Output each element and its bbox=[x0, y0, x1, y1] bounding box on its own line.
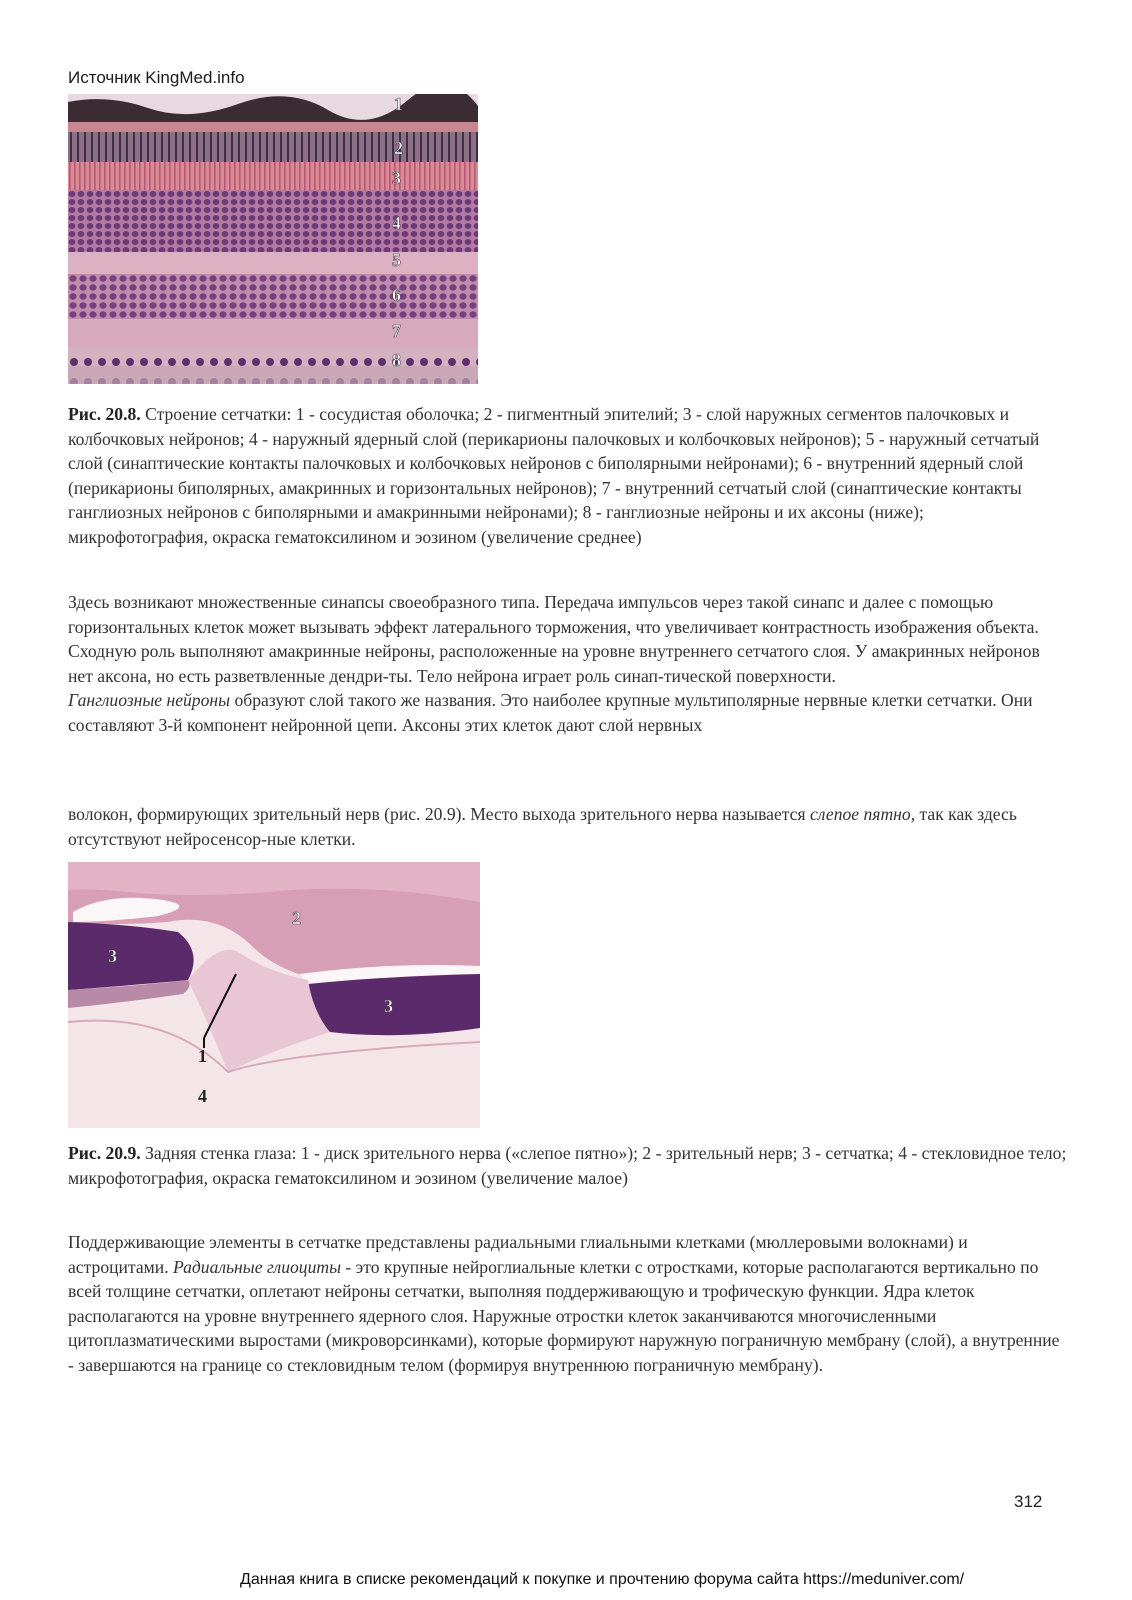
figure2-caption-text: Задняя стенка глаза: 1 - диск зрительного нерва («слепое пятно»); 2 - зрительный нерв; 3 - сетчатка; 4 - стекловидное тело; микрофотография, окраска гематоксилином и эозином (увеличение малое) bbox=[68, 1143, 1067, 1188]
fig2-label-nerve: 2 bbox=[292, 908, 301, 928]
paragraph-2-text: волокон, формирующих зрительный нерв (рис. 20.9). Место выхода зрительного нерва называется bbox=[68, 804, 810, 824]
eye-wall-micrograph bbox=[68, 862, 480, 1128]
paragraph-2 bbox=[68, 802, 1068, 851]
fig2-label-disc: 1 bbox=[198, 1046, 207, 1066]
fig2-label-vitreous: 4 bbox=[198, 1086, 207, 1106]
figure1-caption bbox=[68, 402, 1068, 550]
paragraph-3-text-b: - это крупные нейроглиальные клетки с отростками, которые располагаются вертикально по всей толщине сетчатки, оплетают нейроны сетчатки, выполняя поддерживающую и трофическую функции. Ядра клеток располагаются на уровне внутреннего ядерного слоя. Наружные отростки клеток заканчиваются многочисленными цитоплазматическими выростами (микроворсинками), которые формируют наружную пограничную мембрану (слой), а внутренние - завершаются на границе со стекловидным телом (формируя внутреннюю пограничную мембрану). bbox=[68, 1256, 1060, 1375]
fig1-label-8: 8 bbox=[392, 350, 401, 370]
figure1-caption-number: Рис. 20.8. bbox=[68, 404, 141, 424]
paragraph-1-text: Здесь возникают множественные синапсы своеобразного типа. Передача импульсов через такой синапс и далее с помощью горизонтальных клеток может вызывать эффект латерального торможения, что увеличивает контрастность изображения объекта. Сходную роль выполняют амакринные нейроны, расположенные на уровне внутреннего сетчатого слоя. У амакринных нейронов нет аксона, но есть разветвленные дендри-ты. Тело нейрона играет роль синап-тической поверхности. bbox=[68, 592, 1040, 686]
fig1-label-2: 2 bbox=[394, 138, 403, 158]
fig1-label-1: 1 bbox=[394, 94, 403, 114]
figure2-caption-number: Рис. 20.9. bbox=[68, 1143, 141, 1163]
paragraph-3 bbox=[68, 1230, 1068, 1378]
source-header: Источник KingMed.info bbox=[68, 68, 245, 87]
fig1-label-4: 4 bbox=[392, 213, 401, 233]
paragraph-1-term: Ганглиозные нейроны bbox=[68, 690, 231, 711]
paragraph-3-text: Поддерживающие элементы в сетчатке представлены радиальными глиальными клетками (мюллеровыми волокнами) и астроцитами. bbox=[68, 1232, 968, 1277]
page-number: 312 bbox=[1014, 1492, 1043, 1511]
paragraph-1 bbox=[68, 590, 1068, 738]
fig1-label-7: 7 bbox=[392, 321, 401, 341]
paragraph-2-text-b: так как здесь отсутствуют нейросенсор-ные клетки. bbox=[68, 804, 1017, 849]
fig1-label-6: 6 bbox=[392, 285, 401, 305]
fig2-label-retina-right: 3 bbox=[384, 996, 393, 1016]
figure2-caption bbox=[68, 1141, 1068, 1190]
retina-micrograph bbox=[68, 94, 478, 384]
paragraph-3-term: Радиальные глиоциты bbox=[173, 1256, 342, 1277]
fig2-label-retina-left: 3 bbox=[108, 946, 117, 966]
fig1-label-3: 3 bbox=[392, 168, 401, 188]
paragraph-2-term: слепое пятно, bbox=[809, 804, 916, 824]
fig1-label-5: 5 bbox=[392, 250, 401, 270]
footer-note: Данная книга в списке рекомендаций к покупке и прочтению форума сайта https://meduniver.com/ bbox=[240, 1571, 965, 1588]
figure1-caption-text: Строение сетчатки: 1 - сосудистая оболочка; 2 - пигментный эпителий; 3 - слой наружных сегментов палочковых и колбочковых нейронов; 4 - наружный ядерный слой (перикарионы палочковых и колбочковых нейронов); 5 - наружный сетчатый слой (синаптические контакты палочковых и колбочковых нейронов с биполярными нейронами); 6 - внутренний ядерный слой (перикарионы биполярных, амакринных и горизонтальных нейронов); 7 - внутренний сетчатый слой (синаптические контакты ганглиозных нейронов с биполярными и амакринными нейронами); 8 - ганглиозные нейроны и их аксоны (ниже); микрофотография, окраска гематоксилином и эозином (увеличение среднее) bbox=[68, 404, 1040, 547]
paragraph-1-text-b: образуют слой такого же названия. Это наиболее крупные мультиполярные нервные клетки сетчатки. Они составляют 3-й компонент нейронной цепи. Аксоны этих клеток дают слой нервных bbox=[68, 690, 1033, 735]
